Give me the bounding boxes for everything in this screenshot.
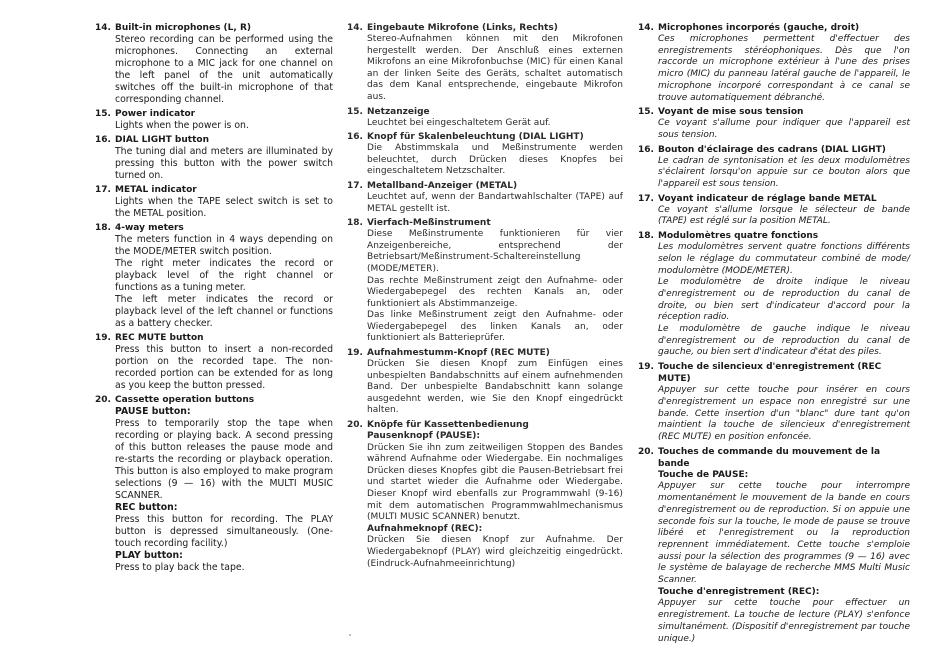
item-number: 19. bbox=[347, 348, 363, 359]
item-body: Press this button to insert a non-recorded portion on the recorded tape. The non-recorded portion can be extended for as long as you keep the button pressed. bbox=[115, 344, 333, 391]
item-number: 20. bbox=[347, 420, 363, 431]
item-number: 18. bbox=[347, 218, 363, 229]
item-17-fr bbox=[638, 193, 910, 228]
item-title: Power indicator bbox=[115, 109, 196, 119]
subheading: PLAY button: bbox=[115, 550, 183, 561]
item-number: 20. bbox=[638, 446, 654, 457]
item-title: METAL indicator bbox=[115, 185, 197, 195]
subheading: PAUSE button: bbox=[115, 406, 191, 417]
item-number: 15. bbox=[638, 107, 654, 118]
item-16-fr bbox=[638, 144, 910, 191]
item-title: Knopf für Skalenbeleuchtung (DIAL LIGHT) bbox=[367, 132, 584, 143]
item-body: Ce voyant s'allume pour indiquer que l'appareil est sous tension. bbox=[658, 118, 910, 140]
item-number: 18. bbox=[95, 223, 111, 233]
item-number: 16. bbox=[347, 132, 363, 143]
item-body: Appuyer sur cette touche pour interrompre momentanément le mouvement de la bande en cours d'enregistrement ou de reproduction. Si on appuie une seconde fois sur la touche, le mode de pause se trouve libéré et l'enregistrement ou la reproduction reprennent immédiatement. Cette touche s'emploie aussi pour la sélection des programmes (9 — 16) avec le système de balayage de recherche MMS Multi Music Scanner. bbox=[658, 481, 910, 586]
item-17-de bbox=[347, 180, 623, 215]
item-title: 4-way meters bbox=[115, 223, 184, 233]
item-16-de bbox=[347, 131, 623, 178]
item-title: Voyant indicateur de réglage bande METAL bbox=[658, 193, 877, 204]
item-body: Drücken Sie diesen Knopf zum Einfügen eines unbespielten Bandabschnitts auf einem aufnehmenden Band. Der unbespielte Bandabschnitt kann solange ausgedehnt werden, wie Sie den Knopf eingedrückt halten. bbox=[367, 359, 623, 416]
item-number: 18. bbox=[638, 231, 654, 242]
item-title: Cassette operation buttons bbox=[115, 395, 255, 405]
item-body: Les modulomètres servent quatre fonctions différents selon le réglage du commutateur combiné de mode/ modulomètre (MODE/METER). bbox=[658, 242, 910, 276]
item-body: Le modulomètre de droite indique le niveau d'enregistrement ou de reproduction du canal de droite, ou bien sert d'indicateur d'accord pour la réception radio. bbox=[658, 277, 910, 323]
subheading: Touche d'enregistrement (REC): bbox=[658, 586, 820, 597]
item-title: Modulomètres quatre fonctions bbox=[658, 231, 819, 242]
item-number: 14. bbox=[638, 23, 654, 33]
item-body: Das rechte Meßinstrument zeigt den Aufnahme- oder Wiedergabepegel des rechten Kanals an, oder funktioniert als Abstimmanzeige. bbox=[367, 275, 623, 309]
item-title: Netzanzeige bbox=[367, 106, 430, 117]
french-column bbox=[638, 22, 910, 647]
item-body: Le cadran de syntonisation et les deux modulomètres s'éclairent lorsqu'on appuie sur ce bouton alors que l'appareil est sous tension. bbox=[658, 155, 910, 190]
item-title: Built-in microphones (L, R) bbox=[115, 23, 251, 33]
item-body: Lights when the power is on. bbox=[115, 120, 249, 131]
item-20-en bbox=[95, 394, 333, 574]
scan-speck bbox=[349, 634, 351, 636]
item-body: Press to play back the tape. bbox=[115, 562, 245, 573]
item-body: Das linke Meßinstrument zeigt den Aufnahme- oder Wiedergabepegel des linken Kanals an, oder funktioniert als Batterieprüfer. bbox=[367, 310, 623, 344]
item-body: Le modulomètre de gauche indique le niveau d'enregistrement ou de reproduction du canal de gauche, ou bien sert d'indicateur d'état des piles. bbox=[658, 324, 910, 358]
item-body: Press to temporarily stop the tape when recording or playing back. A second pressing of this button releases the pause mode and re-starts the recording or playback operation. This button is also employed to make program selections (9 — 16) with the MULTI MUSIC SCANNER. bbox=[115, 418, 333, 501]
item-body: Appuyer sur cette touche pour insérer en cours d'enregistrement un espace non enregistré sur une bande. Cette insertion d'un "blanc" dure tant qu'on maintient la touche de silencieux d'enregistrement (REC MUTE) en position enfoncée. bbox=[658, 385, 910, 442]
item-14-en bbox=[95, 22, 333, 106]
item-body: Leuchtet bei eingeschaltetem Gerät auf. bbox=[367, 117, 551, 128]
item-18-de bbox=[347, 217, 623, 345]
item-title: Vierfach-Meßinstrument bbox=[367, 218, 491, 229]
item-body: Lights when the TAPE select switch is set to the METAL position. bbox=[115, 196, 333, 219]
item-19-fr bbox=[638, 361, 910, 444]
item-body: Press this button for recording. The PLAY button is depressed simultaneously. (One-touch recording facility.) bbox=[115, 514, 333, 549]
item-body: Stereo-Aufnahmen können mit den Mikrofonen hergestellt werden. Der Anschluß eines externen Mikrofons an eine Mikrofonbuchse (MIC) für einen Kanal an der linken Seite des Geräts, schaltet automatisch das dem Kanal entsprechende, eingebaute Mikrofon aus. bbox=[367, 34, 623, 102]
item-body: Drücken Sie diesen Knopf zur Aufnahme. Der Wiedergabeknopf (PLAY) wird gleichzeitig eingedrückt. (Eindruck-Aufnahmeeinrichtung) bbox=[367, 535, 623, 569]
item-title: Metallband-Anzeiger (METAL) bbox=[367, 180, 518, 191]
item-title: Eingebaute Mikrofone (Links, Rechts) bbox=[367, 23, 558, 33]
item-number: 19. bbox=[638, 362, 654, 373]
item-20-de bbox=[347, 419, 623, 570]
item-body: Die Abstimmskala und Meßinstrumente werden beleuchtet, durch Drücken dieses Knopfes bei eingeschaltetem Netzschalter. bbox=[367, 143, 623, 177]
item-18-en bbox=[95, 222, 333, 330]
item-number: 15. bbox=[347, 106, 363, 117]
item-title: DIAL LIGHT button bbox=[115, 135, 209, 145]
item-title: Knöpfe für Kassettenbedienung bbox=[367, 420, 529, 431]
item-body: The tuning dial and meters are illuminated by pressing this button with the power switch turned on. bbox=[115, 146, 333, 181]
subheading: Aufnahmeknopf (REC): bbox=[367, 523, 483, 534]
item-14-de bbox=[347, 22, 623, 104]
item-number: 14. bbox=[347, 23, 363, 33]
item-19-en bbox=[95, 332, 333, 392]
item-title: Microphones incorporés (gauche, droit) bbox=[658, 23, 860, 33]
item-number: 19. bbox=[95, 333, 111, 343]
subheading: Pausenknopf (PAUSE): bbox=[367, 431, 480, 442]
item-14-fr bbox=[638, 22, 910, 104]
item-body: The right meter indicates the record or playback level of the right channel or functions as a tuning meter. bbox=[115, 258, 333, 293]
subheading: Touche de PAUSE: bbox=[658, 469, 749, 480]
item-number: 20. bbox=[95, 395, 111, 405]
item-number: 15. bbox=[95, 109, 111, 119]
item-body: Ce voyant s'allume lorsque le sélecteur de bande (TAPE) est réglé sur la position METAL. bbox=[658, 204, 910, 227]
item-number: 16. bbox=[95, 135, 111, 145]
item-title: REC MUTE button bbox=[115, 333, 204, 343]
item-20-fr bbox=[638, 446, 910, 646]
item-title: Aufnahmestumm-Knopf (REC MUTE) bbox=[367, 348, 550, 359]
english-column bbox=[95, 22, 333, 576]
item-title: Voyant de mise sous tension bbox=[658, 107, 804, 118]
item-15-fr bbox=[638, 106, 910, 141]
item-body: Leuchtet auf, wenn der Bandartwahlschalter (TAPE) auf METAL gestellt ist. bbox=[367, 191, 623, 214]
item-body: Diese Meßinstrumente funktionieren für vier Anzeigenbereiche, entsprechend der Betriebsart/Meßinstrument-Schaltereinstellung (MODE/METER). bbox=[367, 229, 623, 274]
item-title: Touches de commande du mouvement de la bande bbox=[658, 446, 881, 469]
item-number: 14. bbox=[95, 23, 111, 33]
item-title: Touche de silencieux d'enregistrement (REC MUTE) bbox=[658, 362, 882, 385]
item-16-en bbox=[95, 134, 333, 182]
german-column bbox=[347, 22, 623, 572]
item-body: The meters function in 4 ways depending on the MODE/METER switch position. bbox=[115, 234, 333, 257]
item-number: 17. bbox=[638, 193, 654, 204]
item-17-en bbox=[95, 184, 333, 220]
item-title: Bouton d'éclairage des cadrans (DIAL LIGHT) bbox=[658, 144, 886, 155]
item-15-en bbox=[95, 108, 333, 132]
item-body: Ces microphones permettent d'effectuer des enregistrements stéréophoniques. Dès que l'on raccorde un microphone extérieur à l'une des prises micro (MIC) du panneau latéral gauche de l'appareil, le microphone incorporé correspondant à ce canal se trouve automatiquement débranché. bbox=[658, 34, 910, 103]
item-19-de bbox=[347, 347, 623, 417]
item-body: Appuyer sur cette touche pour effectuer un enregistrement. La touche de lecture (PLAY) s'enfonce simultanément. (Dispositif d'enregistrement par touche unique.) bbox=[658, 598, 910, 644]
subheading: REC button: bbox=[115, 502, 178, 513]
item-body: Stereo recording can be performed using the microphones. Connecting an external microphone to a MIC jack for one channel on the left panel of the unit automatically switches off the built-in microphone of that corresponding channel. bbox=[115, 34, 333, 105]
item-body: Drücken Sie ihn zum zeitweiligen Stoppen des Bandes während Aufnahme oder Wiedergabe. Ein nochmaliges Drücken dieses Knopfes gibt die Pausen-Betriebsart frei und startet wieder die Aufnahme oder Wiedergabe. Dieser Knopf wird ebenfalls zur Programmwahl (9-16) mit dem automatischen Programmwahlmechanismus (MULTI MUSIC SCANNER) benutzt. bbox=[367, 442, 623, 523]
item-18-fr bbox=[638, 230, 910, 359]
item-15-de bbox=[347, 106, 623, 130]
item-number: 17. bbox=[95, 185, 111, 195]
item-number: 16. bbox=[638, 144, 654, 155]
item-number: 17. bbox=[347, 180, 363, 191]
item-body: The left meter indicates the record or playback level of the left channel or functions as a battery checker. bbox=[115, 294, 333, 329]
